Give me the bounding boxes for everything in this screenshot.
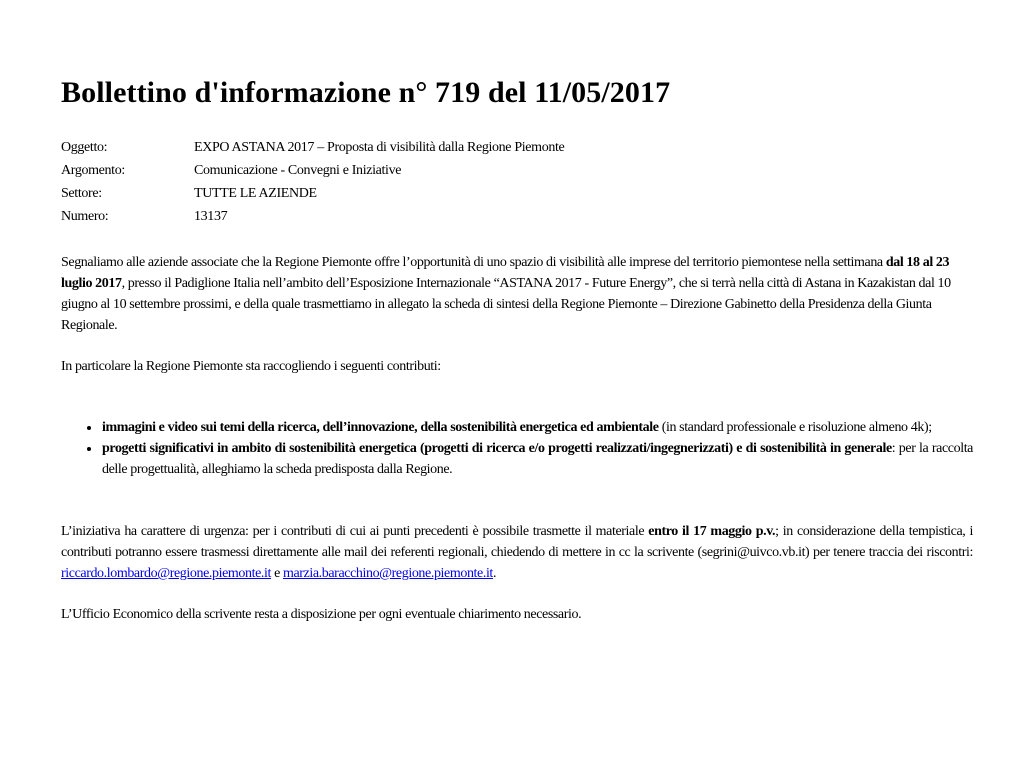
closing-paragraph: L’Ufficio Economico della scrivente resta a disposizione per ogni eventuale chiarimento necessario. [61, 607, 582, 622]
meta-label: Argomento: [61, 163, 125, 178]
metadata-table [61, 136, 973, 228]
contributions-intro: In particolare la Regione Piemonte sta raccogliendo i seguenti contributi: [61, 359, 441, 374]
list-item [101, 417, 973, 438]
email-link-baracchino[interactable]: marzia.baracchino@regione.piemonte.it [282, 566, 493, 581]
item-emphasis: immagini e video sui temi della ricerca, dell’innovazione, della sostenibilità energetica ed ambientale [102, 420, 659, 435]
text-segment: , presso il Padiglione Italia nell’ambito dell’Esposizione Internazionale “ASTANA 2017 - Future Energy”, che si terrà nella città di Astana in Kazakistan dal 10 giugno al 10 settembre prossimi, e della quale trasmettiamo in allegato la scheda di sintesi della Regione Piemonte – Direzione Gabinetto della Presidenza della Giunta Regionale. [61, 276, 951, 333]
text-segment: Segnaliamo alle aziende associate che la Regione Piemonte offre l’opportunità di uno spazio di visibilità alle imprese del territorio piemontese nella settimana [61, 255, 886, 270]
bulletin-document [61, 74, 973, 625]
meta-value: Comunicazione - Convegni e Iniziative [194, 163, 402, 178]
meta-label: Settore: [61, 186, 102, 201]
urgency-paragraph [61, 521, 973, 584]
meta-row-oggetto [61, 136, 973, 159]
meta-row-argomento [61, 159, 973, 182]
meta-row-settore [61, 182, 973, 205]
meta-label: Oggetto: [61, 140, 108, 155]
meta-value: EXPO ASTANA 2017 – Proposta di visibilità dalla Regione Piemonte [194, 140, 565, 155]
item-text: : per la raccolta delle progettualità, alleghiamo la scheda predisposta dalla Regione. [102, 441, 973, 477]
text-segment: ; in considerazione della tempistica, i contributi potranno essere trasmessi direttamente alle mail dei referenti regionali, chiedendo di mettere in cc la scrivente (segrini@uivco.vb.it) per tenere traccia dei riscontri: [61, 524, 973, 560]
meta-label: Numero: [61, 209, 109, 224]
text-segment: e [270, 566, 283, 581]
contributions-list [61, 417, 973, 480]
text-segment: L’iniziativa ha carattere di urgenza: per i contributi di cui ai punti precedenti è possibile trasmette il materiale [61, 524, 649, 539]
meta-value: TUTTE LE AZIENDE [194, 186, 317, 201]
date-range-emphasis: dal 18 al 23 luglio 2017 [61, 255, 950, 291]
intro-paragraph [61, 252, 973, 336]
meta-row-numero [61, 205, 973, 228]
email-link-lombardo[interactable]: riccardo.lombardo@regione.piemonte.it [61, 566, 271, 581]
text-segment: . [492, 566, 497, 581]
item-text: (in standard professionale e risoluzione almeno 4k); [658, 420, 932, 435]
deadline-emphasis: entro il 17 maggio p.v. [648, 524, 776, 539]
list-item [101, 438, 973, 480]
page-title: Bollettino d'informazione n° 719 del 11/05/2017 [61, 76, 671, 109]
item-emphasis: progetti significativi in ambito di sostenibilità energetica (progetti di ricerca e/o progetti realizzati/ingegnerizzati) e di sostenibilità in generale [102, 441, 892, 456]
meta-value: 13137 [194, 209, 228, 224]
